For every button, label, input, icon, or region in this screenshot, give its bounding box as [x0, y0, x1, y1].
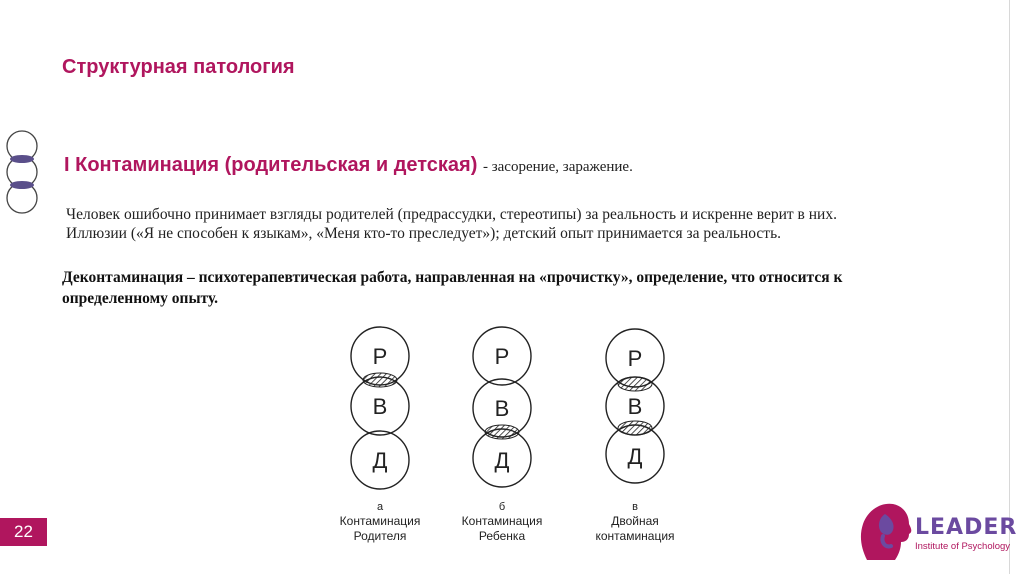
caption-letter: а [376, 501, 384, 513]
caption-line-2: Ребенка [478, 529, 526, 543]
caption-line-1: Двойная [611, 514, 659, 528]
section-heading [64, 154, 633, 177]
description-line-2: Иллюзии («Я не способен к языкам», «Меня кто-то преследует»); детский опыт принимается за реальность. [66, 225, 782, 242]
label-parent: Р [372, 344, 388, 369]
heading-main: I Контаминация (родительская и детская) [64, 154, 478, 176]
head-profile-icon [861, 504, 911, 560]
heading-note: - засорение, заражение. [482, 159, 633, 175]
contamination-diagram [330, 322, 710, 552]
slide-number: 22 [0, 518, 47, 546]
diagram-group-a [340, 327, 421, 543]
label-adult: В [494, 396, 510, 421]
logo-subtitle: Institute of Psychology [915, 541, 1011, 552]
diagram-group-c [595, 329, 674, 543]
description-line-1: Человек ошибочно принимает взгляды родителей (предрассудки, стереотипы) за реальность и искренне верит в них. [66, 206, 837, 223]
page-border [1009, 0, 1010, 574]
caption-line-1: Контаминация [339, 514, 421, 528]
logo-name: LEADER [915, 515, 1018, 540]
caption-line-2: контаминация [595, 529, 675, 543]
label-parent: Р [627, 346, 643, 371]
description-paragraph [66, 205, 966, 243]
label-child: Д [627, 444, 643, 469]
caption-line-1: Контаминация [461, 514, 543, 528]
decontamination-text: Деконтаминация – психотерапевтическая работа, направленная на «прочистку», определение, что относится к определенному опыту. [62, 269, 843, 307]
label-adult: В [372, 394, 388, 419]
slide-title: Структурная патология [62, 56, 295, 78]
label-child: Д [494, 448, 510, 473]
label-adult: В [627, 394, 643, 419]
caption-letter: б [498, 501, 506, 513]
caption-line-2: Родителя [353, 529, 407, 543]
diagram-group-b [462, 327, 543, 543]
leader-logo [855, 496, 1020, 566]
label-parent: Р [494, 344, 510, 369]
ego-states-icon [4, 126, 44, 218]
caption-letter: в [632, 501, 638, 513]
label-child: Д [372, 448, 388, 473]
